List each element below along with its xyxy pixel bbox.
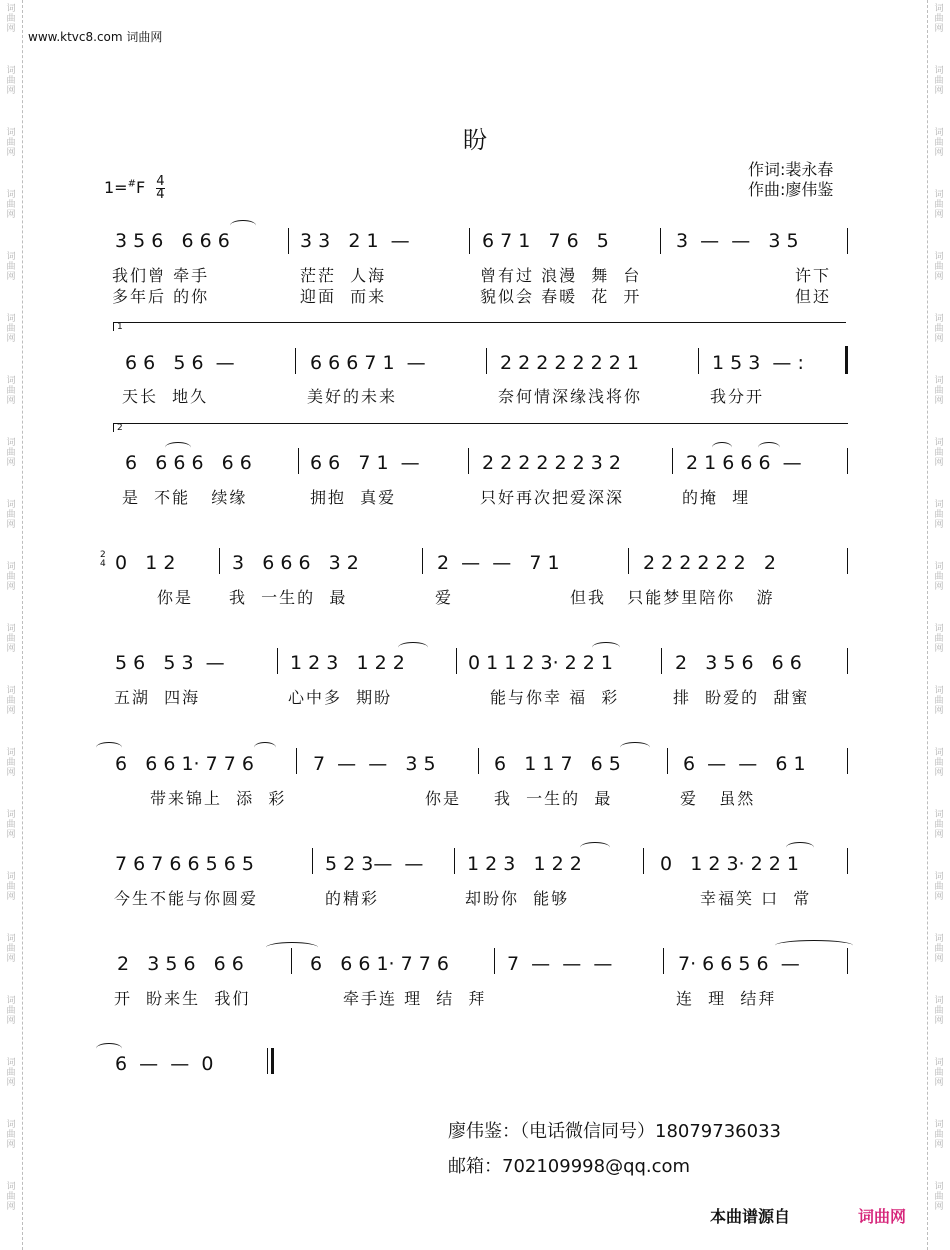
- barline: [288, 228, 289, 254]
- measure-notes: 2 3 5 6 6 6: [675, 652, 802, 674]
- lyric-line: 五湖 四海: [114, 688, 201, 707]
- measure-notes: 6 — — 6 1: [683, 753, 806, 775]
- measure-notes: 6 6 6 1· 7 7 6: [310, 953, 449, 975]
- sharp-sign: #: [127, 178, 136, 190]
- watermark-text: 词 曲 网: [934, 1182, 944, 1212]
- barline: [456, 648, 457, 674]
- lyric-line: 带来锦上 添 彩: [150, 789, 287, 808]
- watermark-text: 词 曲 网: [6, 1182, 16, 1212]
- brand-label[interactable]: 词曲网: [858, 1207, 907, 1226]
- barline: [667, 748, 668, 774]
- lyric-line: 牵手连 理 结 拜: [343, 989, 487, 1008]
- measure-notes: 2 2 2 2 2 2 2: [643, 552, 776, 574]
- barline: [219, 548, 220, 574]
- volta-number: 1: [117, 322, 123, 332]
- barline: [295, 348, 296, 374]
- composer: 作曲:廖伟鉴: [748, 180, 834, 199]
- lyric-line: 却盼你 能够: [465, 889, 570, 908]
- watermark-text: 词 曲 网: [6, 252, 16, 282]
- barline: [643, 848, 644, 874]
- lyric-line: 但还: [795, 287, 832, 306]
- slur: [775, 940, 853, 951]
- lyric-line: 奈何情深缘浅将你: [498, 387, 643, 406]
- slur: [96, 1043, 122, 1054]
- lyric-line: 曾有过 浪漫 舞 台: [480, 266, 642, 285]
- barline: [486, 348, 487, 374]
- lyric-line: 美好的未来: [307, 387, 398, 406]
- watermark-text: 词 曲 网: [6, 872, 16, 902]
- watermark-text: 词 曲 网: [6, 810, 16, 840]
- barline: [660, 228, 661, 254]
- watermark-text: 词 曲 网: [934, 500, 944, 530]
- volta-bracket-1: [113, 322, 846, 331]
- barline: [296, 748, 297, 774]
- barline: [847, 848, 848, 874]
- left-watermark-strip: [0, 0, 23, 1250]
- slur: [758, 442, 780, 453]
- lyricist: 作词:裴永春: [748, 160, 834, 179]
- measure-notes: 1 5 3 — :: [712, 352, 804, 374]
- watermark-text: 词 曲 网: [934, 314, 944, 344]
- measure-notes: 2 3 5 6 6 6: [117, 953, 244, 975]
- barline: [847, 948, 848, 974]
- barline: [847, 448, 848, 474]
- measure-notes: 6 6 7 1 —: [310, 452, 420, 474]
- barline: [847, 648, 848, 674]
- measure-notes: 6 6 6 6 6 6: [125, 452, 252, 474]
- watermark-text: 词 曲 网: [6, 934, 16, 964]
- watermark-text: 词 曲 网: [6, 190, 16, 220]
- slur: [580, 842, 610, 853]
- lyric-line: 的掩 埋: [682, 488, 751, 507]
- time-change-den: 4: [100, 559, 106, 569]
- lyric-line: 开 盼来生 我们: [114, 989, 251, 1008]
- lyric-line: 拥抱 真爱: [310, 488, 397, 507]
- right-watermark-strip: [927, 0, 950, 1250]
- measure-notes: 1 2 3 1 2 2: [290, 652, 405, 674]
- lyric-line: 只好再次把爱深深: [480, 488, 625, 507]
- measure-notes: 7· 6 6 5 6 —: [678, 953, 800, 975]
- ts-numerator: 4: [156, 174, 165, 189]
- measure-notes: 2 2 2 2 2 2 3 2: [482, 452, 621, 474]
- key-signature: [104, 176, 165, 201]
- barline: [468, 448, 469, 474]
- barline: [277, 648, 278, 674]
- watermark-text: 词 曲 网: [934, 252, 944, 282]
- slur: [712, 442, 732, 453]
- lyric-line: 天长 地久: [122, 387, 209, 406]
- measure-notes: 7 — — —: [507, 953, 613, 975]
- barline: [661, 648, 662, 674]
- volta-bracket-2: [113, 423, 848, 432]
- lyric-line: 我 一生的 最: [229, 588, 348, 607]
- slur: [266, 942, 318, 953]
- slur: [230, 220, 256, 231]
- slur: [786, 842, 814, 853]
- measure-notes: 6 6 6 7 1 —: [310, 352, 426, 374]
- barline: [698, 348, 699, 374]
- watermark-text: 词 曲 网: [934, 934, 944, 964]
- watermark-text: 词 曲 网: [6, 314, 16, 344]
- barline: [494, 948, 495, 974]
- measure-notes: 3 5 6 6 6 6: [115, 230, 230, 252]
- watermark-text: 词 曲 网: [6, 438, 16, 468]
- measure-notes: 0 1 2 3· 2 2 1: [660, 853, 799, 875]
- site-label[interactable]: www.ktvc8.com 词曲网: [28, 30, 163, 44]
- measure-notes: 3 3 2 1 —: [300, 230, 410, 252]
- watermark-text: 词 曲 网: [934, 66, 944, 96]
- slur: [620, 742, 650, 753]
- lyric-line: 连 理 结拜: [676, 989, 777, 1008]
- barline: [422, 548, 423, 574]
- watermark-text: 词 曲 网: [6, 996, 16, 1026]
- lyric-line: 你是: [157, 588, 194, 607]
- final-barline-thick: [271, 1048, 274, 1074]
- lyric-line: 我们曾 牵手: [112, 266, 210, 285]
- lyric-line: 能与你幸 福 彩: [490, 688, 620, 707]
- lyric-line: 迎面 而来: [300, 287, 387, 306]
- barline: [847, 748, 848, 774]
- watermark-text: 词 曲 网: [6, 686, 16, 716]
- final-barline-thin: [267, 1048, 268, 1074]
- watermark-text: 词 曲 网: [934, 376, 944, 406]
- lyric-line: 是 不能 续缘: [122, 488, 248, 507]
- measure-notes: 6 7 1 7 6 5: [482, 230, 609, 252]
- barline: [298, 448, 299, 474]
- barline: [454, 848, 455, 874]
- watermark-text: 词 曲 网: [934, 128, 944, 158]
- measure-notes: 7 — — 3 5: [313, 753, 436, 775]
- lyric-line: 茫茫 人海: [300, 266, 387, 285]
- measure-notes: 3 — — 3 5: [676, 230, 799, 252]
- watermark-text: 词 曲 网: [934, 4, 944, 34]
- contact-phone: 廖伟鉴：（电话微信同号）18079736033: [448, 1121, 781, 1142]
- barline: [663, 948, 664, 974]
- measure-notes: 0 1 1 2 3· 2 2 1: [468, 652, 614, 674]
- slur: [165, 442, 191, 453]
- watermark-text: 词 曲 网: [6, 500, 16, 530]
- measure-notes: 2 — — 7 1: [437, 552, 560, 574]
- watermark-text: 词 曲 网: [934, 1058, 944, 1088]
- barline: [847, 548, 848, 574]
- watermark-text: 词 曲 网: [934, 624, 944, 654]
- lyric-line: 你是: [425, 789, 462, 808]
- slur: [592, 642, 620, 653]
- lyric-line: 的精彩: [325, 889, 380, 908]
- measure-notes: 5 2 3— —: [325, 853, 424, 875]
- slur: [96, 742, 122, 753]
- watermark-text: 词 曲 网: [934, 190, 944, 220]
- lyric-line: 心中多 期盼: [288, 688, 393, 707]
- watermark-text: 词 曲 网: [934, 686, 944, 716]
- watermark-text: 词 曲 网: [6, 748, 16, 778]
- watermark-text: 词 曲 网: [6, 128, 16, 158]
- watermark-text: 词 曲 网: [934, 996, 944, 1026]
- watermark-text: 词 曲 网: [6, 1120, 16, 1150]
- slur: [398, 642, 428, 653]
- watermark-text: 词 曲 网: [934, 748, 944, 778]
- watermark-text: 词 曲 网: [934, 1120, 944, 1150]
- watermark-text: 词 曲 网: [6, 4, 16, 34]
- measure-notes: 7 6 7 6 6 5 6 5: [115, 853, 254, 875]
- lyric-line: 排 盼爱的 甜蜜: [673, 688, 810, 707]
- volta-number: 2: [117, 423, 123, 433]
- watermark-text: 词 曲 网: [6, 562, 16, 592]
- barline: [847, 228, 848, 254]
- barline: [672, 448, 673, 474]
- lyric-line: 幸福笑 口 常: [700, 889, 812, 908]
- watermark-text: 词 曲 网: [934, 872, 944, 902]
- watermark-text: 词 曲 网: [6, 66, 16, 96]
- lyric-line: 爱 虽然: [680, 789, 756, 808]
- measure-notes: 3 6 6 6 3 2: [232, 552, 359, 574]
- lyric-line: 我分开: [710, 387, 765, 406]
- watermark-text: 词 曲 网: [934, 562, 944, 592]
- slur: [254, 742, 276, 753]
- source-label: 本曲谱源自: [710, 1207, 791, 1226]
- barline: [628, 548, 629, 574]
- barline: [469, 228, 470, 254]
- measure-notes: 6 — — 0: [115, 1053, 214, 1075]
- measure-notes: 2 1 6 6 6 —: [686, 452, 802, 474]
- lyric-line: 但我 只能梦里陪你 游: [570, 588, 775, 607]
- watermark-text: 词 曲 网: [6, 376, 16, 406]
- time-signature: [156, 176, 164, 201]
- lyric-line: 多年后 的你: [112, 287, 210, 306]
- measure-notes: 5 6 5 3 —: [115, 652, 225, 674]
- song-title: 盼: [463, 126, 487, 154]
- lyric-line: 貌似会 春暖 花 开: [480, 287, 642, 306]
- watermark-text: 词 曲 网: [934, 438, 944, 468]
- watermark-text: 词 曲 网: [934, 810, 944, 840]
- measure-notes: 0 1 2: [115, 552, 176, 574]
- contact-email[interactable]: 邮箱：702109998@qq.com: [448, 1156, 691, 1177]
- measure-notes: 2 2 2 2 2 2 2 1: [500, 352, 639, 374]
- key-prefix: 1=: [104, 178, 128, 197]
- time-change-num: 2: [100, 550, 106, 560]
- lyric-line: 许下: [795, 266, 832, 285]
- measure-notes: 6 6 5 6 —: [125, 352, 235, 374]
- time-change: [100, 551, 106, 569]
- watermark-text: 词 曲 网: [6, 624, 16, 654]
- key-letter: F: [135, 178, 146, 197]
- watermark-text: 词 曲 网: [6, 1058, 16, 1088]
- lyric-line: 爱: [435, 588, 454, 607]
- measure-notes: 6 1 1 7 6 5: [494, 753, 621, 775]
- ts-denominator: 4: [156, 187, 165, 202]
- lyric-line: 今生不能与你圆爱: [114, 889, 259, 908]
- barline: [312, 848, 313, 874]
- barline: [478, 748, 479, 774]
- lyric-line: 我 一生的 最: [494, 789, 613, 808]
- measure-notes: 6 6 6 1· 7 7 6: [115, 753, 254, 775]
- measure-notes: 1 2 3 1 2 2: [467, 853, 582, 875]
- repeat-end-barline: [845, 346, 848, 374]
